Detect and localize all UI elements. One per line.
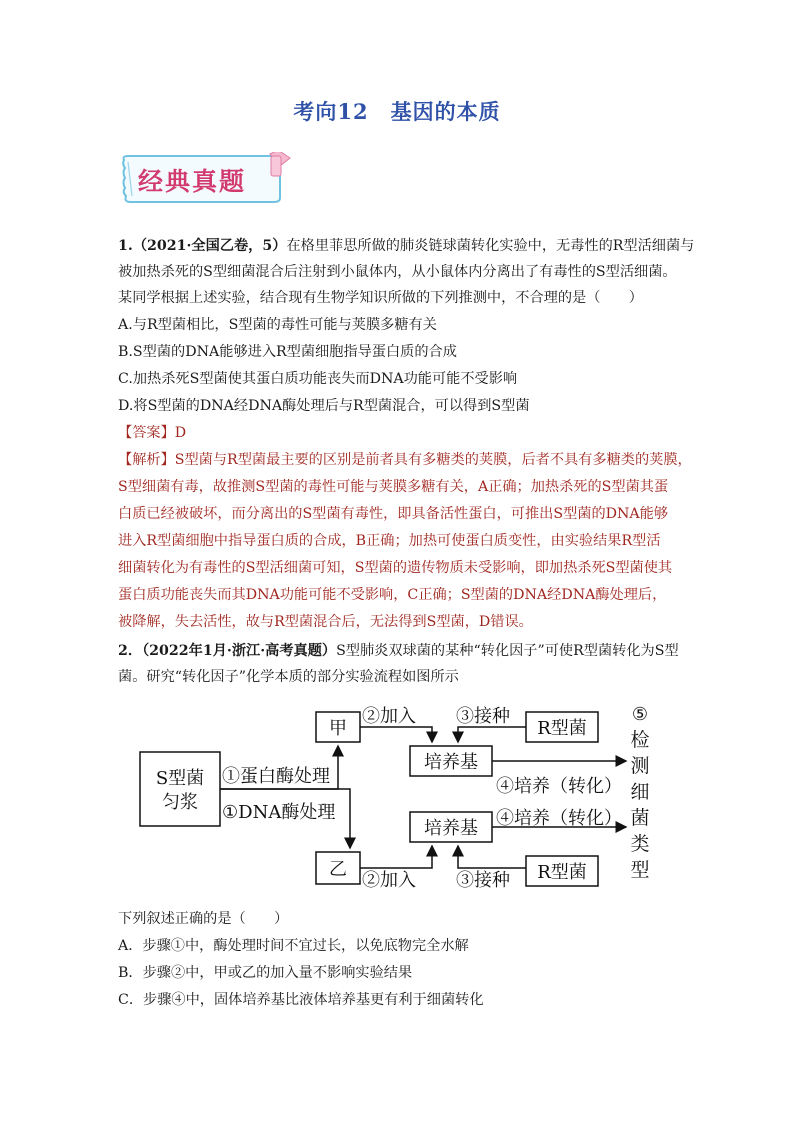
q2-stem-line-2: 菌。研究“转化因子”化学本质的部分实验流程如图所示 — [118, 669, 459, 685]
q2-stem-text: S型肺炎双球菌的某种“转化因子”可使R型菌转化为S型 — [336, 643, 679, 659]
q1-number: 1. — [118, 238, 133, 254]
r-strain-label-bottom: R型菌 — [537, 862, 587, 883]
q1-stem-line-1 — [118, 233, 694, 259]
q1-analysis-line-7: 被降解，失去活性，故与R型菌混合后，无法得到S型菌，D错误。 — [118, 614, 533, 630]
q1-stem-line-3: 某同学根据上述实验，结合现有生物学知识所做的下列推测中，不合理的是（ ） — [118, 290, 643, 306]
jia-label: 甲 — [329, 718, 347, 739]
experiment-flow-diagram — [120, 700, 680, 890]
medium-label-top: 培养基 — [424, 752, 478, 773]
q1-analysis-line-3: 白质已经被破坏，而分离出的S型菌有毒性，即具备活性蛋白，可推出S型菌的DNA能够 — [118, 506, 669, 522]
step1-dnase-label: ①DNA酶处理 — [222, 802, 336, 823]
answer-value: D — [174, 425, 187, 441]
q1-analysis-line-6: 蛋白质功能丧失而其DNA功能可能不受影响，C正确；S型菌的DNA经DNA酶处理后， — [118, 587, 667, 603]
step5-char-1: 检 — [630, 729, 650, 751]
q1-analysis-line-2: S型细菌有毒，故推测S型菌的毒性可能与荚膜多糖有关，A正确；加热杀死的S型菌其蛋 — [118, 479, 669, 495]
q1-source: （2021·全国乙卷，5） — [132, 238, 287, 254]
q1-analysis-line-4: 进入R型菌细胞中指导蛋白质的合成，B正确；加热可使蛋白质变性，由实验结果R型活 — [118, 533, 661, 549]
homogenate-box — [140, 752, 220, 826]
q2-option-b: B．步骤②中，甲或乙的加入量不影响实验结果 — [118, 965, 413, 981]
q1-stem-line-2: 被加热杀死的S型细菌混合后注射到小鼠体内，从小鼠体内分离出了有毒性的S型活细菌。 — [118, 264, 677, 280]
q2-number: 2． — [118, 643, 143, 659]
q1-option-d: D.将S型菌的DNA经DNA酶处理后与R型菌混合，可以得到S型菌 — [118, 398, 530, 414]
step4-label-bottom: ④培养（转化） — [496, 808, 622, 829]
q1-option-a: A.与R型菌相比，S型菌的毒性可能与荚膜多糖有关 — [118, 317, 437, 333]
homogenate-label-2: 匀浆 — [162, 792, 198, 813]
step5-char-3: 细 — [630, 781, 650, 803]
section-badge — [120, 152, 296, 206]
page-title: 考向12 基因的本质 — [293, 99, 501, 124]
q1-stem-text: 在格里菲思所做的肺炎链球菌转化实验中，无毒性的R型活细菌与 — [286, 238, 695, 254]
step4-label-top: ④培养（转化） — [496, 776, 622, 797]
step2-label-top: ②加入 — [362, 706, 416, 727]
q2-option-a: A．步骤①中，酶处理时间不宜过长，以免底物完全水解 — [118, 938, 469, 954]
q2-option-c: C．步骤④中，固体培养基比液体培养基更有利于细菌转化 — [118, 992, 484, 1008]
analysis-text: S型菌与R型菌最主要的区别是前者具有多糖类的荚膜，后者不具有多糖类的荚膜， — [174, 452, 692, 468]
q1-analysis-line-1 — [118, 447, 692, 473]
step1-protease-label: ①蛋白酶处理 — [222, 766, 330, 787]
step5-marker: ⑤ — [631, 704, 649, 725]
step3-label-top: ③接种 — [456, 706, 510, 727]
badge-label: 经典真题 — [138, 167, 247, 196]
step3-label-bottom: ③接种 — [456, 870, 510, 890]
r-strain-label-top: R型菌 — [537, 718, 587, 739]
analysis-label: 【解析】 — [118, 452, 175, 468]
homogenate-label-1: S型菌 — [155, 768, 205, 789]
medium-label-bottom: 培养基 — [424, 818, 478, 839]
step5-char-2: 测 — [630, 755, 650, 777]
q1-option-b: B.S型菌的DNA能够进入R型菌细胞指导蛋白质的合成 — [118, 344, 457, 360]
q1-option-c: C.加热杀死S型菌使其蛋白质功能丧失而DNA功能可能不受影响 — [118, 371, 518, 387]
answer-label: 【答案】 — [118, 425, 175, 441]
q2-source: （2022年1月·浙江·高考真题） — [142, 643, 337, 659]
q2-question: 下列叙述正确的是（ ） — [118, 911, 289, 927]
step5-char-5: 类 — [630, 833, 650, 855]
step2-label-bottom: ②加入 — [362, 870, 416, 890]
step5-char-6: 型 — [630, 859, 650, 881]
q2-stem-line-1 — [118, 638, 679, 664]
step5-char-4: 菌 — [630, 807, 650, 829]
yi-label: 乙 — [329, 859, 347, 880]
q1-analysis-line-5: 细菌转化为有毒性的S型活细菌可知，S型菌的遗传物质未受影响，即加热杀死S型菌使其 — [118, 560, 673, 576]
q1-answer — [118, 420, 186, 446]
